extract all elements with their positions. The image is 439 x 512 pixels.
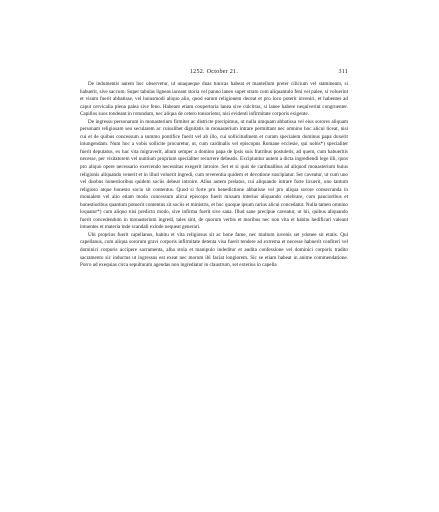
running-header bbox=[80, 67, 348, 77]
paragraph-entry-of-persons: De ingressu personarum in monasterium firmiter ac districte precipimus, ut nulla umquam abbatissa vel eius sorores aliquam personam religiosam seu secularem ac cuiuslibet dignitatis in monasterium intrare permittant nec omnino hoc alicui liceat, nisi cui et de quibus concessum a summo pontifice fuerit vel ab illo, cui sollicitudinem et curam specialem dominus papa duxerit iniungendam. Num hoc a vobis sollicite procuretur, ut, cum cardinalis vel episcopus Romane ecclesie, qui nobis*) specialiter fuerit deputatus, ex hac vita migraverit, alium semper a domino papa de ipsis suis fratribus postuletis, ad quem, cum habueritis necesse, per visitatorem vel nuntium proprium specialiter recurrere debeatis. Excipiuntur autem a dicta ingrediendi lege illi, quos pro aliquo opere necessario exercendo necessitas exegerit introire. Set et si quis de cardinalibus ad aliquod monasterium huius religionis aliquando venerit et in illud voluerit ingredi, cum reverentia quidem et devotione suscipiatur. Set caveatur, ut cum uno vel duobus honestioribus quidem sociis debeat introire. Alius autem prelatus, cui aliquando intrare forte licuerit, uno tantum religioso atque honesto socio sit contentus. Quod si forte pro benedictione abbatisse vel pro aliqua sorore consecranda in monialem vel alio etiam modo concessum alicui episcopo fuerit missam interius aliquando celebrare, cum paucioribus et honestioribus quantum potuerit contentus sit sociis et ministris, et hoc quoque ipsum rarius alicui concedatur. Nulla tamen omnino loquatur*) cum aliquo nisi predicto modo, sive infirma fuerit sive sana. Illud sane precipue caveatur, ut hii, quibus aliquando fuerit concedendum in monasterium ingredi, tales sint, de quorum verbis et moribus nec non vita et habitu hedificari valeant intuentes et materia inde scandali exinde nequeat generari. bbox=[80, 118, 348, 231]
paragraph-clothing: De indumentis autem hoc observetur, ut unaqueque duas tunicas habeat et mantellum preter cilicium vel staminеam, si habuerit, sive saccum. Super tabulas ligneas iaceant storia vel panno laneo super strato cum aliquantulo feni vel palee, si voluerint et visum fuerit abbatisse, vel huiusmodi aliquo alio, quod earum religionem deceat et pro loco poterit inveniri, et habentes ad caput cervicalia plena palea sive feno. Habeant etiam coopertoria lanea sive culcitras, si lanee habere nequiverint congruenter. Capillos suos tondeant in rotundum, nec aliqua de cetero tonsorietur, nisi evidenti infirmitate corporis exigente. bbox=[80, 81, 348, 118]
paragraph-chaplain: Ubi proprius fuerit capellanus, habitu et vita religiosus sit ac bone fame, nec multum iuvenis set ydonee sit etatis. Qui capellanus, cum aliqua sororum gravi corporis infirmitate detenta visa fuerit tendere ad extrema et necesse habuerit confiteri vel dominici corporis accipere sacramenta, alba stola et manipulo indeditur et audita confessione vel dominici corporis tradito sacramento sic inductus ut ingressus est exeat nec morum ibi faciat longiorem. Sic se etiam habeat in anime commendatione. Porro ad exequias circa sepulturam agendas non ingrediatur in claustrum, set exterius in capella bbox=[80, 231, 348, 269]
page-number: 311 bbox=[338, 69, 348, 75]
body-text bbox=[80, 81, 348, 270]
header-date: 1252. October 21. bbox=[189, 69, 239, 75]
